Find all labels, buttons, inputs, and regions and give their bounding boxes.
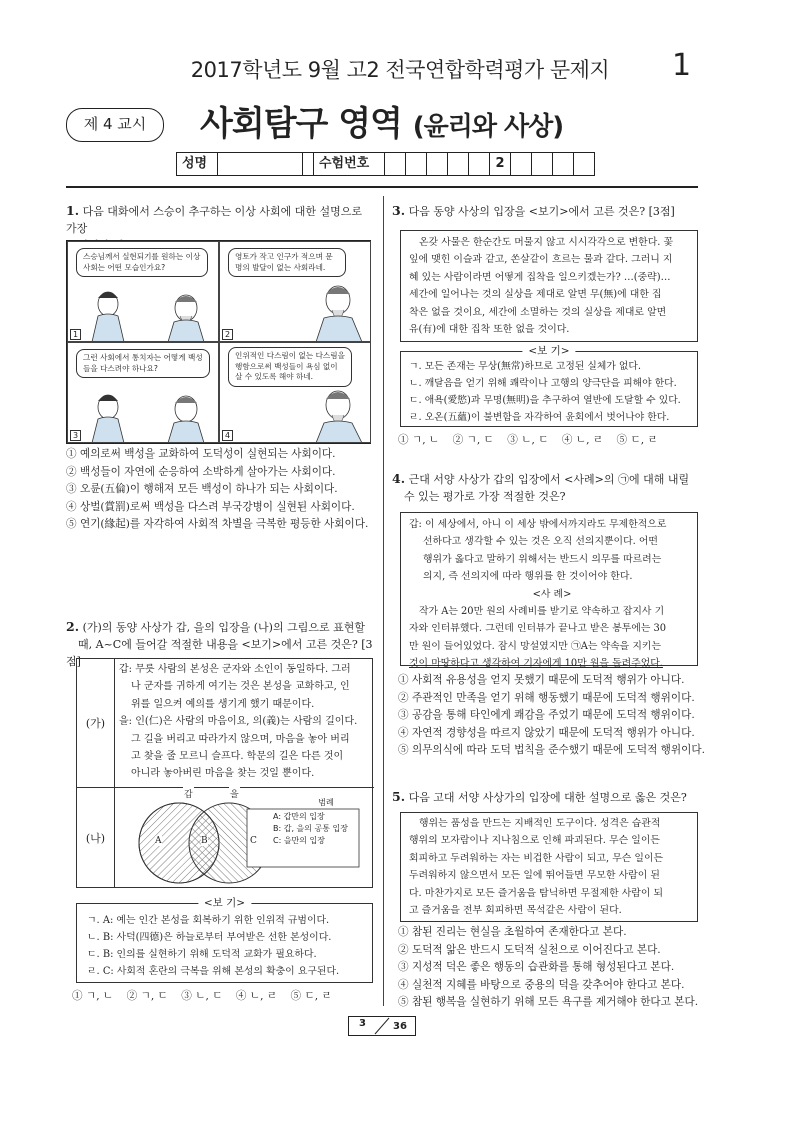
bogi-item: ㄷ. B: 인의를 실현하기 위해 도덕적 교화가 필요하다. (87, 949, 317, 960)
exam-no-box[interactable] (553, 153, 574, 175)
panel-number: 4 (222, 430, 233, 441)
choice-option[interactable]: ④ 상벌(賞罰)로써 백성을 다스려 부국강병이 실현된 사회이다. (66, 500, 355, 513)
question-3-passage (400, 230, 698, 342)
exam-no-box[interactable] (427, 153, 448, 175)
page-number: 1 (672, 48, 692, 83)
choice-option[interactable]: ② 도덕적 앎은 반드시 도덕적 실천으로 이어진다고 본다. (398, 943, 661, 956)
candidate-info (176, 152, 595, 176)
case-line: 작가 A는 20만 원의 사례비를 받기로 약속하고 잡지사 기 (419, 606, 665, 618)
passage-line: 갑: 무릇 사람의 본성은 군자와 소인이 동일하다. 그러 (119, 664, 351, 675)
bogi-item: ㄹ. C: 사회적 혼란의 극복을 위해 본성의 확충이 요구된다. (87, 966, 340, 977)
exam-no-box[interactable] (406, 153, 427, 175)
legend-title: 범례 (318, 798, 334, 807)
exam-no-digit: 2 (490, 153, 511, 175)
case-title: <사 례> (532, 588, 572, 600)
stem-line: 다음 대화에서 스승이 추구하는 이상 사회에 대한 설명으로 가장 (66, 205, 363, 235)
header-rule (66, 186, 698, 188)
question-2-source-table (76, 658, 373, 888)
exam-no-box[interactable] (532, 153, 553, 175)
case-line: 자와 인터뷰했다. 그런데 인터뷰가 끝나고 받은 봉투에는 30 (409, 623, 667, 635)
bogi-item: ㄴ. 깨달음을 얻기 위해 쾌락이나 고행의 양극단을 피해야 한다. (409, 378, 677, 389)
passage-line: 세간에 일어나는 것의 실상을 제대로 알면 무(無)에 대한 집 (409, 289, 662, 301)
legend-item: B: 갑, 을의 공통 입장 (273, 824, 348, 833)
legend-item: A: 갑만의 입장 (273, 812, 325, 821)
question-4-passage (400, 512, 698, 670)
exam-no-box[interactable] (448, 153, 469, 175)
choice-option[interactable]: ① 참된 진리는 현실을 초월하여 존재한다고 본다. (398, 926, 627, 938)
choice-option[interactable]: ⑤ 의무의식에 따라 도덕 법칙을 준수했기 때문에 도덕적 행위이다. (398, 744, 705, 757)
choice-option[interactable]: ② 백성들이 자연에 순응하여 소박하게 살아가는 사회이다. (66, 465, 336, 478)
question-3-answers[interactable]: ① ㄱ, ㄴ ② ㄱ, ㄷ ③ ㄴ, ㄷ ④ ㄴ, ㄹ ⑤ ㄷ, ㄹ (398, 434, 658, 446)
passage-line: 갑: 이 세상에서, 아니 이 세상 밖에서까지라도 무제한적으로 (409, 519, 667, 530)
name-label: 성명 (177, 153, 218, 175)
passage-line: 혜 있는 사람이라면 어떻게 집착을 일으키겠는가? …(중략)… (409, 271, 671, 283)
page-counter (348, 1016, 416, 1036)
passage-line: 행위는 품성을 만드는 지배적인 도구이다. 성격은 습관적 (419, 818, 661, 829)
passage-line: 회피하고 두려워하는 자는 비겁한 사람이 되고, 무슨 일이든 (409, 852, 664, 864)
name-field[interactable] (218, 153, 303, 175)
subject-title (200, 96, 563, 145)
comic-strip (66, 240, 371, 444)
total-pages: 36 (393, 1021, 407, 1032)
bogi-item: ㄹ. 오온(五蘊)이 불변함을 자각하여 윤회에서 벗어나야 한다. (409, 412, 670, 423)
choice-option[interactable]: ④ 실천적 지혜를 바탕으로 중용의 덕을 갖추어야 한다고 본다. (398, 978, 685, 991)
teacher-illustration (220, 242, 370, 342)
student-illustration (68, 343, 218, 443)
choice-option[interactable]: ① 예의로써 백성을 교화하여 도덕성이 실현되는 사회이다. (66, 448, 336, 460)
exam-no-label: 수험번호 (314, 153, 385, 175)
venn-region-a: A (155, 836, 162, 846)
passage-line: 착은 없을 것이요, 세간에 소멸하는 것의 실상을 제대로 알면 (409, 306, 667, 318)
exam-no-box[interactable] (469, 153, 490, 175)
exam-no-box[interactable] (385, 153, 406, 175)
stem-line: 수 있는 평가로 가장 적절한 것은? (404, 490, 566, 503)
choice-option[interactable]: ⑤ 참된 행복을 실현하기 위해 모든 욕구를 제거해야 한다고 본다. (398, 996, 699, 1009)
stem-line: 다음 고대 서양 사상가의 입장에 대한 설명으로 옳은 것은? (408, 791, 687, 804)
passage-line: 온갖 사물은 한순간도 머물지 않고 시시각각으로 변한다. 꽃 (419, 237, 674, 248)
passage-line: 위를 일으켜 예의를 생기게 했기 때문이다. (131, 698, 315, 710)
question-number: 5. (392, 789, 406, 804)
venn-legend (271, 798, 381, 851)
ga-passage (119, 661, 371, 783)
stem-line: 다음 동양 사상의 입장을 <보기>에서 고른 것은? [3점] (408, 205, 675, 218)
ga-label: (가) (77, 659, 115, 788)
bogi-items (87, 912, 371, 980)
question-number: 1. (66, 203, 80, 218)
panel-number: 2 (222, 329, 233, 340)
question-2-bogi (76, 897, 373, 983)
bogi-item: ㄴ. B: 사덕(四德)은 하늘로부터 부여받은 선한 본성이다. (87, 932, 332, 943)
question-5-passage (400, 812, 698, 922)
comic-panel (67, 342, 219, 443)
stem-line: (가)의 동양 사상가 갑, 을의 입장을 (나)의 그림으로 표현할 (82, 621, 365, 634)
passage-line: 을: 인(仁)은 사람의 마음이요, 의(義)는 사람의 길이다. (119, 716, 358, 728)
venn-region-b: B (201, 836, 208, 846)
question-3-stem (392, 202, 702, 220)
student-illustration (68, 242, 218, 342)
exam-no-box[interactable] (574, 153, 594, 175)
bogi-title: <보 기> (198, 895, 251, 911)
speech-bubble: 인위적인 다스림이 없는 다스림을 행함으로써 백성들이 욕심 없이 살 수 있도록 해야 하네. (228, 347, 352, 387)
passage-line: 유(有)에 대한 집착 또한 없을 것이다. (409, 324, 570, 336)
question-5-choices (398, 924, 708, 1012)
venn-region-c: C (250, 836, 257, 846)
na-label: (나) (77, 788, 115, 887)
passage-line: 나 군자를 귀하게 여기는 것은 본성을 교화하고, 인 (131, 681, 350, 693)
panel-number: 1 (70, 329, 81, 340)
question-4-stem (392, 470, 702, 505)
passage-line: 다. 마찬가지로 모든 즐거움을 탐닉하면 무절제한 사람이 되 (409, 887, 664, 899)
subject-sub: (윤리와 사상) (412, 112, 564, 142)
question-3-bogi (400, 345, 698, 427)
choice-option[interactable]: ① 사회적 유용성을 얻지 못했기 때문에 도덕적 행위가 아니다. (398, 674, 685, 686)
speech-bubble: 영토가 작고 인구가 적으며 문명의 발달이 없는 사회라네. (228, 248, 346, 277)
passage-line: 의지, 즉 선의지에 따라 행위를 한 것이어야 한다. (423, 571, 633, 583)
bogi-item: ㄱ. 모든 존재는 무상(無常)하므로 고정된 실체가 없다. (409, 361, 641, 372)
choice-option[interactable]: ③ 지성적 덕은 좋은 행동의 습관화를 통해 형성된다고 본다. (398, 961, 675, 974)
choice-option[interactable]: ③ 오륜(五倫)이 행해져 모든 백성이 하나가 되는 사회이다. (66, 483, 338, 496)
question-number: 3. (392, 203, 406, 218)
bogi-item: ㄷ. 애욕(愛慾)과 무명(無明)을 추구하여 열반에 도달할 수 있다. (409, 395, 681, 406)
speech-bubble: 그런 사회에서 통치자는 어떻게 백성들을 다스려야 하나요? (76, 349, 210, 378)
column-divider (383, 196, 384, 1006)
choice-option[interactable]: ③ 공감을 통해 타인에게 쾌감을 주었기 때문에 도덕적 행위이다. (398, 709, 695, 722)
exam-title: 2017학년도 9월 고2 전국연합학력평가 문제지 (190, 58, 610, 82)
passage-line: 그 길을 버리고 따라가지 않으며, 마음을 놓아 버리 (131, 733, 350, 745)
question-1-choices (66, 446, 384, 534)
comic-panel (219, 342, 371, 443)
passage-line: 행위의 모자람이나 지나침으로 인해 파괴된다. 무슨 일이든 (409, 835, 660, 847)
current-page: 3 (359, 1018, 366, 1029)
passage-line: 고 찾을 줄 모르니 슬프다. 학문의 길은 다른 것이 (131, 751, 344, 763)
bogi-item: ㄱ. A: 예는 인간 본성을 회복하기 위한 인위적 규범이다. (87, 915, 330, 926)
choice-option[interactable]: ④ 자연적 경향성을 따르지 않았기 때문에 도덕적 행위가 아니다. (398, 726, 695, 739)
choice-option[interactable]: ⑤ 연기(緣起)를 자각하여 사회적 차별을 극복한 평등한 사회이다. (66, 518, 369, 531)
legend-item: C: 을만의 입장 (273, 836, 326, 845)
question-number: 4. (392, 471, 406, 486)
question-4-choices (398, 672, 708, 760)
period-badge: 제 4 교시 (66, 108, 164, 142)
case-line: 만 원이 들어있었다. 잠시 망설였지만 ㉠A는 약속을 지키는 (409, 640, 661, 652)
venn-label-left: 갑 (183, 787, 194, 800)
choice-option[interactable]: ② 주관적인 만족을 얻기 위해 행동했기 때문에 도덕적 행위이다. (398, 691, 695, 704)
speech-bubble: 스승님께서 실현되기를 원하는 이상 사회는 어떤 모습인가요? (76, 248, 208, 277)
teacher-illustration (220, 343, 370, 443)
comic-panel (219, 241, 371, 342)
question-5-stem (392, 788, 702, 806)
exam-no-box[interactable] (511, 153, 532, 175)
passage-line: 아니라 놓아버린 마음을 찾는 것일 뿐이다. (131, 768, 315, 780)
subject-main: 사회탐구 영역 (200, 104, 402, 144)
case-line-underlined: 것이 마땅하다고 생각하여 기자에게 10만 원을 돌려주었다. (409, 658, 663, 670)
passage-line: 행위가 옳다고 말하기 위해서는 반드시 의무를 따르려는 (423, 553, 662, 565)
passage-line: 고 즐거움을 전부 회피하면 목석같은 사람이 된다. (409, 905, 622, 917)
panel-number: 3 (70, 430, 81, 441)
bogi-title: <보 기> (522, 343, 575, 359)
stem-line: 때, A~C에 들어갈 적절한 내용을 <보기>에서 고른 것은? [3점] (66, 638, 373, 668)
stem-line: 근대 서양 사상가 갑의 입장에서 <사례>의 ㉠에 대해 내릴 (408, 473, 690, 486)
question-number: 2. (66, 619, 80, 634)
passage-line: 선하다고 생각할 수 있는 것은 오직 선의지뿐이다. 어떤 (423, 536, 658, 548)
venn-label-right: 을 (229, 787, 240, 800)
passage-line: 잎에 맺힌 이슬과 같고, 쏜살같이 흐르는 물과 같다. 그러니 지 (409, 254, 673, 266)
question-2-answers[interactable]: ① ㄱ, ㄴ ② ㄱ, ㄷ ③ ㄴ, ㄷ ④ ㄴ, ㄹ ⑤ ㄷ, ㄹ (72, 990, 332, 1002)
passage-line: 두려워하지 않으면서 모든 일에 뛰어들면 무모한 사람이 된 (409, 870, 660, 882)
comic-panel (67, 241, 219, 342)
